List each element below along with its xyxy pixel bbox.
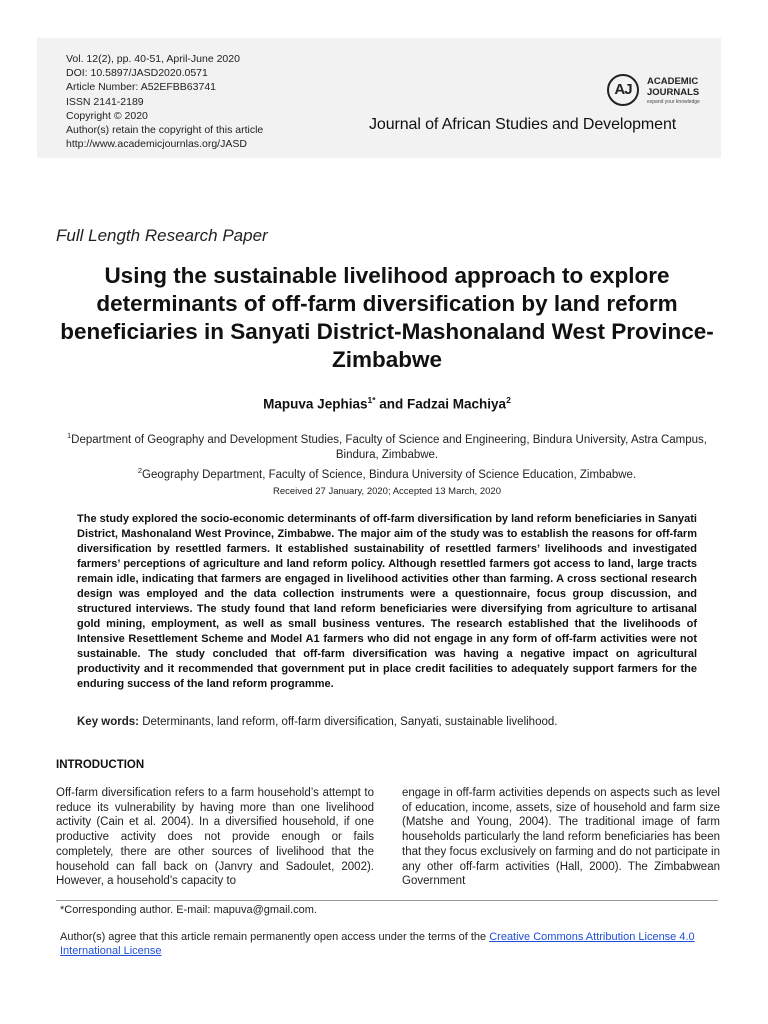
logo-name-line2: JOURNALS [647,87,700,98]
affiliation-2 [56,463,718,483]
keywords-label: Key words: [77,716,139,728]
corresponding-author: *Corresponding author. E-mail: mapuva@gmail.com. [60,904,317,916]
license-text: Author(s) agree that this article remain permanently open access under the terms of the [60,931,490,943]
meta-volume: Vol. 12(2), pp. 40-51, April-June 2020 [66,53,240,65]
paper-type: Full Length Research Paper [56,226,268,245]
author-line [56,395,718,412]
author-1: Mapuva Jephias [263,396,368,412]
author-1-mark: 1* [367,395,376,405]
paper-title: Using the sustainable livelihood approach to explore determinants of off-farm diversification by land reform beneficiaries in Sanyati District-Mashonaland West Province-Zimbabwe [60,263,714,372]
license-statement [60,930,722,958]
meta-article-number: Article Number: A52EFBB63741 [66,81,216,94]
received-dates: Received 27 January, 2020; Accepted 13 March, 2020 [273,486,501,497]
meta-url[interactable]: http://www.academicjournlas.org/JASD [66,138,247,151]
logo-tagline: expand your knowledge [647,99,700,105]
affiliation-2-mark: 2 [137,465,143,475]
logo-name [647,76,699,98]
intro-column-right: engage in off-farm activities depends on aspects such as level of education, income, assets, size of household and farm size (Matshe and Young, 2004). The traditional image of farm households particularly the land reform beneficiaries has been that they focus exclusively on farming and do not participate in any other off-farm activities (Hall, 2000). The Zimbabwean Government [402,787,720,888]
abstract: The study explored the socio-economic determinants of off-farm diversification by land reform beneficiaries in Sanyati District, Mashonaland West Province, Zimbabwe. The major aim of the study was to establish the reasons for off-farm diversification by resettled farmers. It established sustainability of resettled farmers’ livelihoods and investigated farmers’ perceptions of agriculture and land reform policy. Although resettled farmers got access to land, large tracts remain idle, indicating that farmers are engaged in livelihood activities other than farming. A cross sectional research design was employed and the data collection instruments were a questionnaire, focus group discussion, and structured interviews. The study found that land reform beneficiaries were diversifying from agriculture to artisanal gold mining, employment, as well as small business ventures. The research established that the livelihoods of Intensive Resettlement Scheme and Model A1 farmers who did not engage in any form of off-farm activities were not sustainable. The study concluded that off-farm diversification was having a negative impact on agricultural productivity and it recommended that government put in place credit facilities to adequately support farmers for the enduring success of the land reform programme. [77,513,697,690]
article-metadata [66,52,263,151]
meta-issn: ISSN 2141-2189 [66,95,144,108]
keywords-text: Determinants, land reform, off-farm diversification, Sanyati, sustainable livelihood. [139,716,558,728]
affiliation-2-text: Geography Department, Faculty of Science, Bindura University of Science Education, Zimbabwe. [142,468,637,481]
affiliation-1-text: Department of Geography and Development Studies, Faculty of Science and Engineering, Bindura University, Astra Campus, Bindura, Zimbabwe. [71,433,707,461]
affiliation-1 [56,428,718,463]
author-2-mark: 2 [506,395,511,405]
academic-journals-logo [607,72,717,112]
author-join: and [375,396,408,412]
footer-divider [56,900,718,901]
aj-logo-icon: AJ [607,74,639,106]
meta-rights: Author(s) retain the copyright of this article [66,124,264,137]
keywords [77,716,697,728]
introduction-heading: INTRODUCTION [56,759,145,771]
logo-name-line1: ACADEMIC [647,76,699,87]
intro-column-left: Off-farm diversification refers to a farm household’s attempt to reduce its vulnerability by having more than one livelihood activity (Cain et al. 2004). In a diversified household, if one productive activity does not provide enough or fails completely, there are other sources of livelihood that the household can fall back on (Janvry and Sadoulet, 2002). However, a household’s capacity to [56,787,374,888]
meta-copyright: Copyright © 2020 [66,109,148,122]
license-link[interactable]: Creative Commons Attribution License 4.0 International License [60,931,695,957]
meta-doi: DOI: 10.5897/JASD2020.0571 [66,67,208,80]
affiliation-1-mark: 1 [67,431,72,440]
journal-name: Journal of African Studies and Development [369,116,677,133]
affiliations [56,428,718,483]
author-2: Fadzai Machiya [407,396,507,412]
